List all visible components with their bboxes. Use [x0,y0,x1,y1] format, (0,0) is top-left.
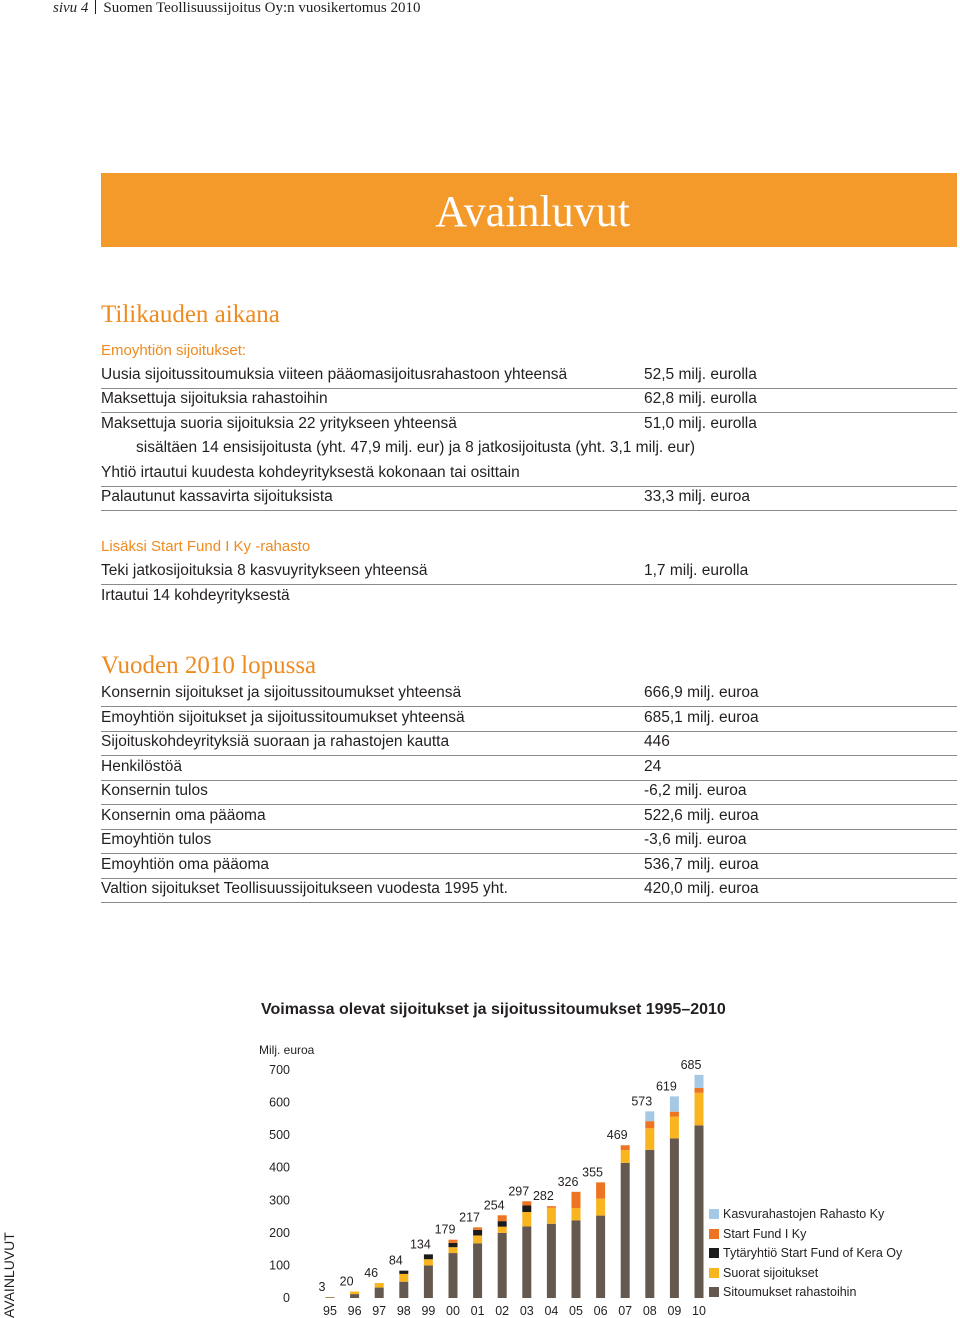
legend-swatch [709,1248,719,1258]
x-tick-label: 96 [347,1304,362,1318]
bar-segment [350,1294,359,1298]
table-row [101,780,957,805]
row-label: Teki jatkosijoituksia 8 kasvuyritykseen yhteensä [101,562,428,579]
table-row [101,413,957,437]
total-label: 619 [655,1079,677,1094]
row-label: Emoyhtiön oma pääoma [101,856,270,873]
row-label: Yhtiö irtautui kuudesta kohdeyrityksestä kokonaan tai osittain [101,464,520,481]
subheading-parent-investments: Emoyhtiön sijoitukset: [101,342,247,359]
table-row [101,707,957,732]
x-tick-label: 01 [470,1304,485,1318]
bar-segment [498,1233,507,1298]
x-tick-label: 06 [593,1304,608,1318]
bar-segment [670,1112,679,1117]
table-row [101,731,957,756]
row-value: 666,9 milj. euroa [644,684,759,701]
legend-label: Tytäryhtiö Start Fund of Kera Oy [723,1246,903,1260]
table-row [101,805,957,830]
row-label: Konsernin sijoitukset ja sijoitussitoumukset yhteensä [101,684,462,701]
y-tick-label: 700 [269,1063,290,1077]
bar-segment [695,1093,704,1126]
row-label: Maksettuja suoria sijoituksia 22 yritykseen yhteensä [101,415,457,432]
bar-segment [522,1226,531,1298]
x-tick-label: 99 [421,1304,436,1318]
bar-segment [645,1128,654,1149]
table-row [101,756,957,781]
bar-segment [522,1212,531,1226]
row-value: 62,8 milj. eurolla [644,390,757,407]
bar-segment [695,1088,704,1093]
row-value: 536,7 milj. euroa [644,856,759,873]
total-label: 355 [582,1165,604,1180]
bar-segment [473,1243,482,1298]
bar-segment [473,1227,482,1230]
row-value: 522,6 milj. euroa [644,807,759,824]
legend-item [709,1265,902,1285]
total-label: 685 [680,1057,702,1072]
total-label: 326 [557,1174,579,1189]
legend-label: Start Fund I Ky [723,1226,807,1241]
legend-swatch [709,1287,719,1297]
table-row [101,462,957,487]
x-tick-label: 05 [569,1304,583,1318]
bar-segment [473,1230,482,1236]
bar-segment [375,1283,384,1288]
row-label: Emoyhtiön sijoitukset ja sijoitussitoumukset yhteensä [101,709,465,726]
table-row [101,437,957,461]
bar-segment [424,1254,433,1259]
total-label: 134 [409,1237,431,1252]
bar-segment [449,1243,458,1247]
x-tick-label: 04 [544,1304,559,1318]
total-label: 46 [364,1266,379,1281]
bar-segment [670,1096,679,1111]
bar-segment [399,1282,408,1298]
row-value: 1,7 milj. eurolla [644,562,749,579]
row-value: 51,0 milj. eurolla [644,415,757,432]
bar-segment [695,1125,704,1298]
x-tick-label: 00 [446,1304,460,1318]
row-label: Maksettuja sijoituksia rahastoihin [101,390,328,407]
total-label: 282 [532,1189,554,1204]
bar-segment [399,1271,408,1274]
row-label: Valtion sijoitukset Teollisuussijoitukseen vuodesta 1995 yht. [101,880,508,897]
bar-segment [326,1297,335,1298]
total-label: 3 [318,1280,326,1295]
total-label: 84 [388,1253,403,1268]
row-label: Konsernin tulos [101,782,208,799]
y-tick-label: 200 [269,1225,290,1240]
row-value: 420,0 milj. euroa [644,880,759,897]
section-title-period: Tilikauden aikana [101,301,280,328]
bar-segment [522,1205,531,1212]
bar-segment [645,1111,654,1121]
x-tick-label: 09 [667,1304,682,1318]
bar-segment [449,1247,458,1253]
bar-segment [424,1265,433,1298]
row-value: -6,2 milj. euroa [644,782,747,799]
legend-swatch [709,1268,719,1278]
table-row [101,388,957,413]
bar-segment [375,1288,384,1298]
total-label: 20 [339,1274,354,1289]
bar-segment [621,1150,630,1163]
bar-segment [547,1224,556,1298]
bar-segment [473,1235,482,1243]
y-tick-label: 300 [269,1193,290,1208]
bar-segment [572,1220,581,1298]
table-row [101,364,957,389]
page-number: sivu 4 [53,0,89,16]
legend-label: Kasvurahastojen Rahasto Ky [723,1207,885,1221]
bar-segment [547,1208,556,1224]
table-row [101,585,957,609]
table-row [101,682,957,707]
bar-segment [645,1121,654,1128]
bar-segment [522,1201,531,1205]
bar-segment [350,1291,359,1294]
row-label: Sijoituskohdeyrityksiä suoraan ja rahastojen kautta [101,733,450,750]
row-label: sisältäen 14 ensisijoitusta (yht. 47,9 milj. eur) ja 8 jatkosijoitusta (yht. 3,1 milj. eur) [136,439,696,456]
x-tick-label: 97 [372,1304,387,1318]
banner-title: Avainluvut [435,187,630,236]
row-label: Henkilöstöä [101,758,182,775]
row-value: -3,6 milj. euroa [644,831,747,848]
bar-segment [498,1215,507,1221]
x-tick-label: 02 [495,1304,510,1318]
bar-segment [596,1216,605,1298]
bar-segment [596,1199,605,1216]
bar-segment [670,1117,679,1139]
bar-segment [596,1182,605,1198]
chart-legend [709,1206,902,1304]
x-tick-label: 07 [618,1304,633,1318]
legend-item [709,1226,902,1246]
bar-segment [498,1227,507,1233]
row-value: 24 [644,758,662,775]
section-title-year-end: Vuoden 2010 lopussa [101,652,317,679]
x-tick-label: 03 [519,1304,534,1318]
table-row [101,829,957,854]
bar-segment [645,1150,654,1298]
bar-segment [547,1206,556,1208]
y-tick-label: 500 [269,1128,290,1143]
row-value: 33,3 milj. euroa [644,488,750,505]
total-label: 254 [483,1198,505,1213]
stacked-bar-chart [250,1036,710,1318]
table-row [101,878,957,903]
subheading-start-fund: Lisäksi Start Fund I Ky -rahasto [101,538,311,555]
table-row [101,854,957,879]
row-label: Uusia sijoitussitoumuksia viiteen pääomasijoitusrahastoon yhteensä [101,366,568,383]
total-label: 217 [459,1210,481,1225]
table-row [101,560,957,585]
legend-item [709,1206,902,1226]
bar-segment [498,1221,507,1227]
bar-segment [424,1259,433,1265]
row-value: 685,1 milj. euroa [644,709,759,726]
total-label: 297 [508,1184,530,1199]
y-tick-label: 100 [269,1258,290,1273]
x-tick-label: 98 [396,1304,411,1318]
bar-segment [572,1192,581,1208]
legend-swatch [709,1209,719,1219]
x-tick-label: 08 [642,1304,657,1318]
row-label: Konsernin oma pääoma [101,807,266,824]
chart-title: Voimassa olevat sijoitukset ja sijoitussitoumukset 1995–2010 [261,1001,726,1018]
y-tick-label: 400 [269,1160,290,1175]
bar-segment [449,1240,458,1243]
y-tick-label: 600 [269,1095,290,1110]
bar-segment [399,1274,408,1282]
side-section-label: AVAINLUVUT [1,1232,17,1318]
x-tick-label: 95 [323,1304,337,1318]
legend-label: Suorat sijoitukset [723,1265,819,1280]
header-divider [95,0,96,14]
legend-item [709,1284,902,1304]
total-label: 573 [631,1094,653,1109]
bar-segment [621,1163,630,1298]
y-axis-label: Milj. euroa [259,1043,315,1057]
bar-segment [572,1208,581,1220]
legend-item [709,1245,902,1265]
bar-segment [621,1145,630,1150]
row-value: 446 [644,733,670,750]
legend-swatch [709,1229,719,1239]
row-label: Palautunut kassavirta sijoituksista [101,488,333,505]
x-tick-label: 10 [692,1304,706,1318]
row-value: 52,5 milj. eurolla [644,366,757,383]
bar-segment [695,1075,704,1088]
total-label: 179 [434,1222,456,1237]
title-banner [101,173,957,247]
total-label: 469 [606,1128,628,1143]
page-header [53,0,420,16]
document-title: Suomen Teollisuussijoitus Oy:n vuosikertomus 2010 [103,0,421,16]
row-label: Irtautui 14 kohdeyrityksestä [101,587,290,604]
row-label: Emoyhtiön tulos [101,831,212,848]
y-tick-label: 0 [283,1291,290,1305]
legend-label: Sitoumukset rahastoihin [723,1285,857,1299]
table-row [101,486,957,511]
bar-segment [670,1138,679,1298]
bar-segment [449,1253,458,1298]
